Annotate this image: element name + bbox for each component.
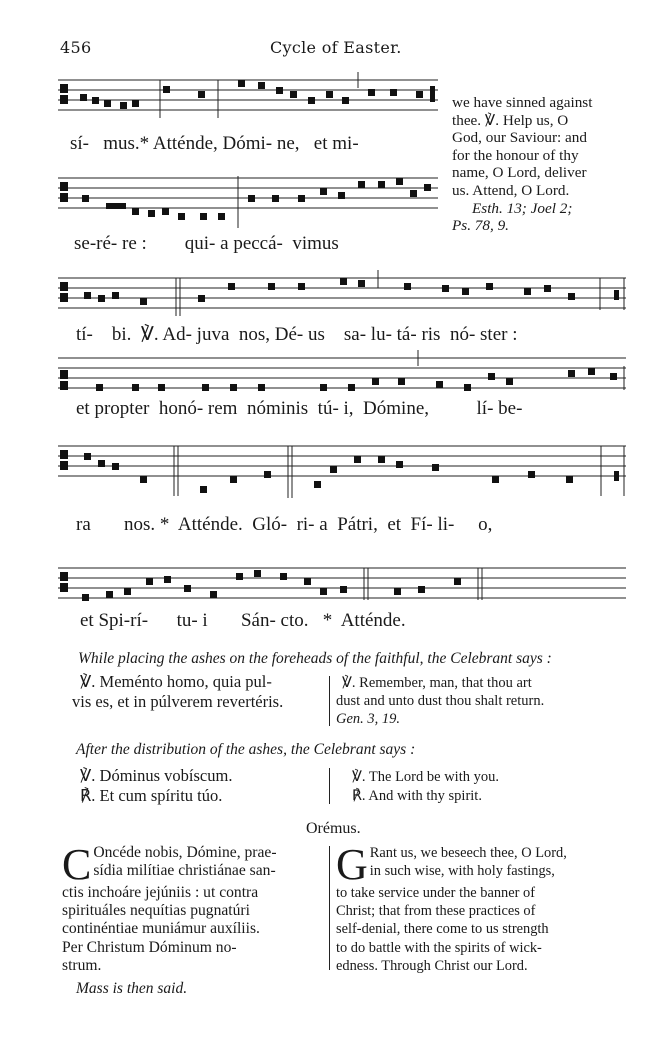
memento-english: ℣. Remember, man, that thou art dust and unto dust thou shalt return. Gen. 3, 19.	[336, 675, 545, 727]
dominus-latin: ℣. Dóminus vobíscum. ℟. Et cum spíritu túo.	[80, 766, 233, 805]
column-divider	[329, 676, 330, 726]
oremus-heading: Orémus.	[306, 820, 361, 837]
chant-staff-3	[58, 268, 630, 320]
column-divider	[329, 768, 330, 804]
page-number: 456	[60, 38, 92, 57]
drop-cap-g: G	[336, 840, 368, 889]
column-divider	[329, 846, 330, 970]
side-translation: we have sinned against thee. ℣. Help us, O God, our Saviour: and for the honour of thy name, O Lord, deliver us. Attend, O Lord. Esth. 13; Joel 2; Ps. 78, 9.	[452, 94, 593, 235]
chant-staff-1	[58, 70, 440, 122]
dominus-english: ℣. The Lord be with you. ℟. And with thy spirit.	[352, 769, 499, 804]
drop-cap-c: C	[62, 840, 92, 889]
running-title: Cycle of Easter.	[270, 38, 402, 57]
chant-staff-2	[58, 168, 440, 230]
chant-lyrics-line-3: tí- bi. ℣. Ad- juva nos, Dé- us sa- lu- tá- ris nó- ster :	[76, 324, 518, 345]
collect-latin: C Oncéde nobis, Dómine, prae- sídia milítiae christiánae san- ctis inchoáre jejúniis : ut contra spirituáles nequítias pugnatúri continéntiae muniámur auxíliis. Per Christum Dóminum no- strum.	[62, 840, 277, 974]
memento-latin: ℣. Meménto homo, quia pul- vis es, et in púlverem revertéris.	[72, 672, 284, 711]
chant-staff-4	[58, 348, 630, 400]
rubric-ashes: While placing the ashes on the foreheads of the faithful, the Celebrant says :	[78, 650, 552, 667]
chant-lyrics-line-4: et propter honó- rem nóminis tú- i, Dómine, lí- be-	[76, 398, 523, 419]
chant-lyrics-line-2: se-ré- re : qui- a peccá- vimus	[74, 233, 339, 254]
collect-english: G Rant us, we beseech thee, O Lord, in such wise, with holy fastings, to take service under the banner of Christ; that from these practices of self-denial, there come to us strength to do battle with the spirits of wick- edness. Through Christ our Lord.	[336, 840, 567, 974]
chant-staff-5	[58, 436, 630, 500]
chant-lyrics-line-1: sí- mus.* Atténde, Dómi- ne, et mi-	[70, 133, 359, 154]
chant-staff-6	[58, 558, 630, 608]
rubric-mass: Mass is then said.	[76, 980, 188, 997]
chant-lyrics-line-6: et Spi-rí- tu- i Sán- cto. * Atténde.	[80, 610, 406, 631]
rubric-after-distribution: After the distribution of the ashes, the Celebrant says :	[76, 741, 416, 758]
chant-lyrics-line-5: ra nos. * Atténde. Gló- ri- a Pátri, et Fí- li- o,	[76, 514, 493, 535]
